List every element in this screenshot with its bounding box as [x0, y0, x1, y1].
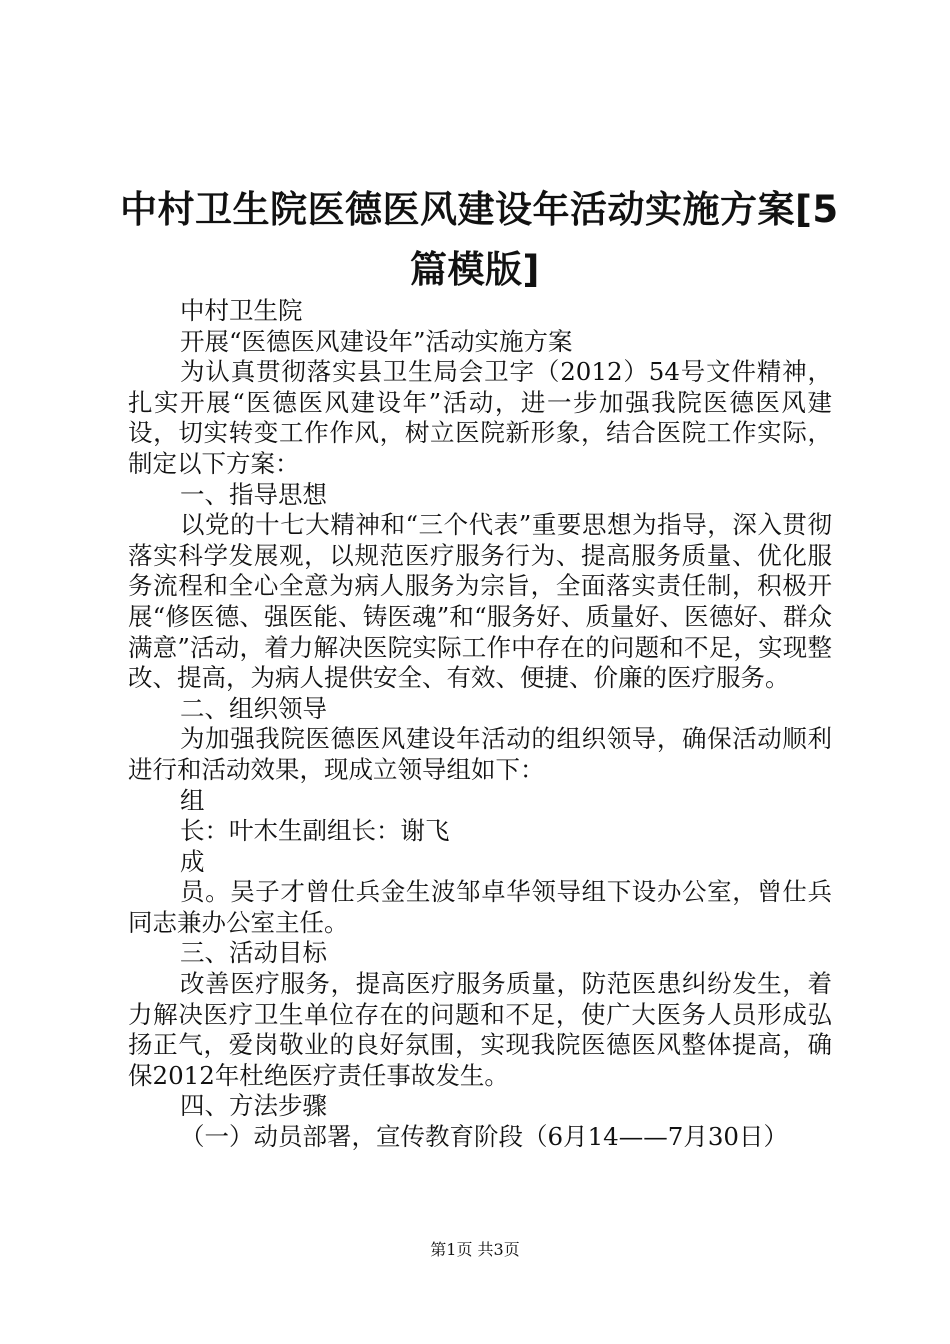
leader-names: 长：叶木生副组长：谢飞 — [180, 816, 450, 846]
intro-paragraph: 为认真贯彻落实县卫生局会卫字（2012）54号文件精神，扎实开展“医德医风建设年”活动，进一步加强我院医德医风建设，切实转变工作作风，树立医院新形象，结合医院工作实际，制定以下方案： — [128, 357, 832, 478]
section-heading-4: 四、方法步骤 — [180, 1091, 327, 1121]
goals-paragraph: 改善医疗服务，提高医疗服务质量，防范医患纠纷发生，着力解决医疗卫生单位存在的问题和不足，使广大医务人员形成弘扬正气，爱岗敬业的良好氛围，实现我院医德医风整体提高，确保2012年杜绝医疗责任事故发生。 — [128, 969, 832, 1090]
leadership-paragraph: 为加强我院医德医风建设年活动的组织领导，确保活动顺利进行和活动效果，现成立领导组如下： — [128, 724, 832, 784]
document-body — [128, 296, 832, 1153]
title-line-1: 中村卫生院医德医风建设年活动实施方案[5 — [120, 188, 839, 231]
step-one-heading: （一）动员部署，宣传教育阶段（6月14——7月30日） — [180, 1122, 789, 1152]
guiding-ideology-paragraph: 以党的十七大精神和“三个代表”重要思想为指导，深入贯彻落实科学发展观，以规范医疗服务行为、提高服务质量、优化服务流程和全心全意为病人服务为宗旨，全面落实责任制，积极开展“修医德、强医能、铸医魂”和“服务好、质量好、医德好、群众满意”活动，着力解决医院实际工作中存在的问题和不足，实现整改、提高，为病人提供安全、有效、便捷、价廉的医疗服务。 — [128, 510, 832, 693]
org-name: 中村卫生院 — [180, 296, 303, 325]
section-heading-2: 二、组织领导 — [180, 693, 327, 723]
section-heading-3: 三、活动目标 — [180, 938, 327, 968]
member-names-paragraph: 员。吴子才曾仕兵金生波邹卓华领导组下设办公室，曾仕兵同志兼办公室主任。 — [128, 877, 832, 937]
leader-label-fragment: 组 — [180, 785, 205, 815]
plan-subtitle: 开展“医德医风建设年”活动实施方案 — [180, 326, 573, 356]
document-title — [120, 180, 839, 300]
member-label-fragment: 成 — [180, 846, 205, 876]
title-line-2: 篇模版] — [410, 248, 540, 291]
page-footer: 第1页 共3页 — [430, 1240, 520, 1259]
section-heading-1: 一、指导思想 — [180, 479, 327, 509]
